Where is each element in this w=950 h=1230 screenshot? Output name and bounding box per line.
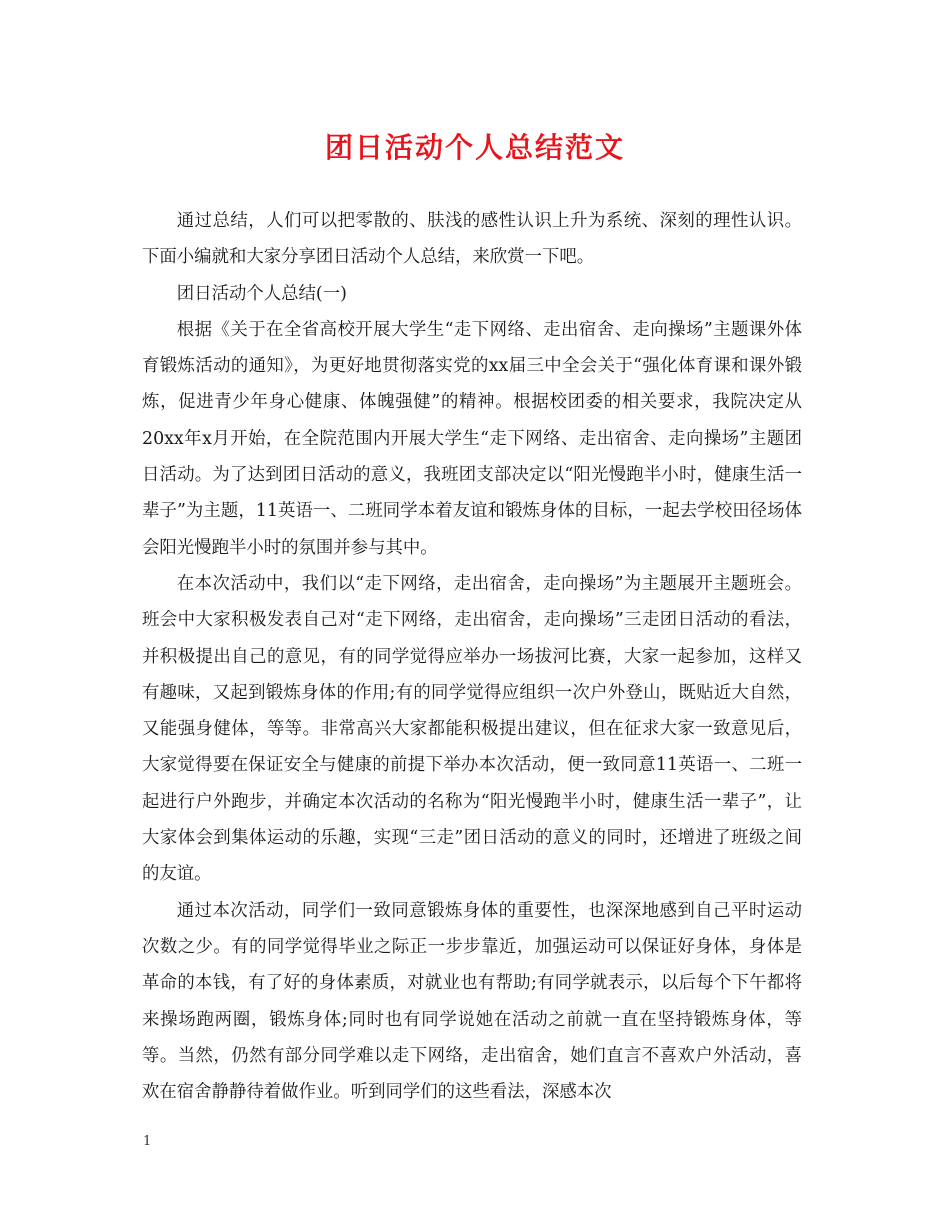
section-heading: 团日活动个人总结(一) — [176, 283, 347, 304]
document-body — [142, 203, 802, 1110]
document-title: 团日活动个人总结范文 — [324, 131, 625, 164]
body-paragraph: 通过本次活动，同学们一致同意锻炼身体的重要性，也深深地感到自己平时运动次数之少。有的同学觉得毕业之际正一步步靠近，加强运动可以保证好身体，身体是革命的本钱，有了好的身体素质，对就业也有帮助;有同学就表示，以后每个下午都将来操场跑两圈，锻炼身体;同时也有同学说她在活动之前就一直在坚持锻炼身体，等等。当然，仍然有部分同学难以走下网络，走出宿舍，她们直言不喜欢户外活动，喜欢在宿舍静静待着做作业。听到同学们的这些看法，深感本次 — [142, 900, 802, 1103]
page-number: 1 — [143, 1134, 152, 1149]
body-paragraph: 在本次活动中，我们以“走下网络，走出宿舍，走向操场”为主题展开主题班会。班会中大家积极发表自己对“走下网络，走出宿舍，走向操场”三走团日活动的看法，并积极提出自己的意见，有的同学觉得应举办一场拔河比赛，大家一起参加，这样又有趣味，又起到锻炼身体的作用;有的同学觉得应组织一次户外登山，既贴近大自然，又能强身健体，等等。非常高兴大家都能积极提出建议，但在征求大家一致意见后，大家觉得要在保证安全与健康的前提下举办本次活动，便一致同意11英语一、二班一起进行户外跑步，并确定本次活动的名称为“阳光慢跑半小时，健康生活一辈子”，让大家体会到集体运动的乐趣，实现“三走”团日活动的意义的同时，还增进了班级之间的友谊。 — [142, 573, 802, 885]
intro-paragraph: 通过总结，人们可以把零散的、肤浅的感性认识上升为系统、深刻的理性认识。下面小编就和大家分享团日活动个人总结，来欣赏一下吧。 — [142, 211, 802, 268]
body-paragraph: 根据《关于在全省高校开展大学生“走下网络、走出宿舍、走向操场”主题课外体育锻炼活动的通知》，为更好地贯彻落实党的xx届三中全会关于“强化体育课和课外锻炼，促进青少年身心健康、体魄强健”的精神。根据校团委的相关要求，我院决定从20xx年x月开始，在全院范围内开展大学生“走下网络、走出宿舍、走向操场”主题团日活动。为了达到团日活动的意义，我班团支部决定以“阳光慢跑半小时，健康生活一辈子”为主题，11英语一、二班同学本着友谊和锻炼身体的目标，一起去学校田径场体会阳光慢跑半小时的氛围并参与其中。 — [142, 319, 802, 558]
